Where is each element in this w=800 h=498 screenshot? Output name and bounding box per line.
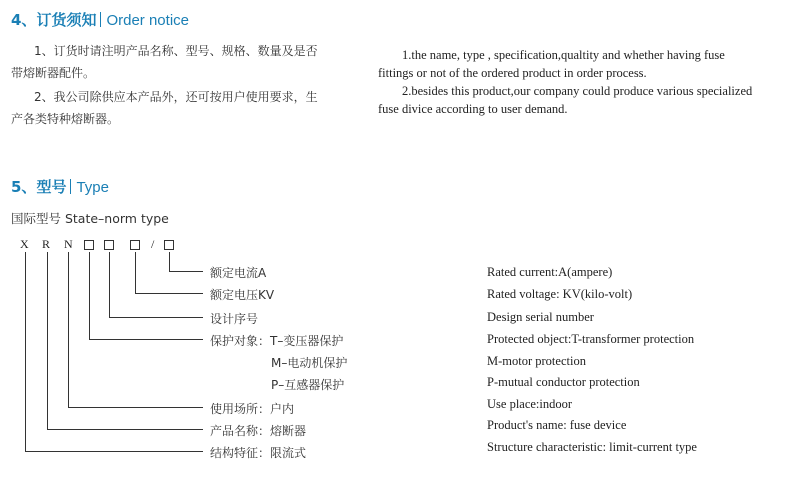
section-5-title-en: Type: [76, 179, 109, 196]
row-product-name-en: Product's name: fuse device: [487, 418, 627, 432]
code-box-current: [164, 240, 174, 250]
order-notice-en-line-2: fittings or not of the ordered product in order process.: [378, 66, 647, 80]
section-4-title-en: Order notice: [106, 12, 189, 29]
connector-voltage-v: [135, 252, 136, 294]
heading-divider: [70, 179, 71, 194]
connector-current-v: [169, 252, 170, 272]
order-notice-en-line-1: 1.the name, type , specification,qualtity and whether having fuse: [402, 48, 725, 62]
section-5-title-cn: 型号: [36, 178, 67, 196]
order-notice-cn-line-4: 产各类特种熔断器。: [11, 112, 120, 126]
connector-serial-v: [109, 252, 110, 318]
connector-place-v: [68, 252, 69, 408]
connector-protection-h: [89, 339, 203, 340]
connector-name-v: [47, 252, 48, 430]
connector-structure-h: [25, 451, 203, 452]
row-mutual-protection-en: P-mutual conductor protection: [487, 375, 640, 389]
order-notice-cn-line-2: 带熔断器配件。: [11, 66, 96, 80]
row-structure-cn: 结构特征：限流式: [210, 446, 307, 460]
row-rated-voltage-cn: 额定电压KV: [210, 288, 275, 302]
heading-divider: [100, 12, 101, 27]
order-notice-en-line-4: fuse divice according to user demand.: [378, 102, 568, 116]
connector-name-h: [47, 429, 203, 430]
row-use-place-cn: 使用场所：户内: [210, 402, 295, 416]
section-4-number: 4、: [11, 11, 37, 29]
code-box-voltage: [130, 240, 140, 250]
type-subtitle: 国际型号 State–norm type: [11, 211, 169, 226]
connector-structure-v: [25, 252, 26, 452]
row-motor-protection-en: M-motor protection: [487, 354, 586, 368]
order-notice-cn-line-3: 2、我公司除供应本产品外，还可按用户使用要求，生: [34, 90, 318, 104]
code-letter-n: N: [64, 237, 73, 251]
order-notice-en-line-3: 2.besides this product,our company could produce various specialized: [402, 84, 753, 98]
section-5-number: 5、: [11, 178, 37, 196]
order-notice-cn-line-1: 1、订货时请注明产品名称、型号、规格、数量及是否: [34, 44, 318, 58]
connector-place-h: [68, 407, 203, 408]
connector-current-h: [169, 271, 203, 272]
code-slash: /: [151, 237, 155, 251]
section-5-heading: [11, 176, 109, 197]
row-structure-en: Structure characteristic: limit-current type: [487, 440, 697, 454]
code-letter-r: R: [42, 237, 51, 251]
row-design-serial-en: Design serial number: [487, 310, 594, 324]
code-letter-x: X: [20, 237, 29, 251]
row-rated-voltage-en: Rated voltage: KV(kilo-volt): [487, 287, 633, 301]
connector-protection-v: [89, 252, 90, 340]
row-protected-object-cn: 保护对象：T–变压器保护: [210, 334, 344, 348]
section-4-heading: [11, 9, 189, 30]
row-protected-object-en: Protected object:T-transformer protection: [487, 332, 695, 346]
row-motor-protection-cn: M–电动机保护: [271, 356, 348, 370]
section-4-title-cn: 订货须知: [36, 11, 97, 29]
code-box-protection: [84, 240, 94, 250]
row-rated-current-cn: 额定电流A: [210, 266, 267, 280]
row-mutual-protection-cn: P–互感器保护: [271, 378, 345, 392]
row-product-name-cn: 产品名称：熔断器: [210, 424, 307, 438]
row-use-place-en: Use place:indoor: [487, 397, 573, 411]
row-rated-current-en: Rated current:A(ampere): [487, 265, 613, 279]
code-box-serial: [104, 240, 114, 250]
connector-voltage-h: [135, 293, 203, 294]
row-design-serial-cn: 设计序号: [210, 312, 259, 326]
connector-serial-h: [109, 317, 203, 318]
